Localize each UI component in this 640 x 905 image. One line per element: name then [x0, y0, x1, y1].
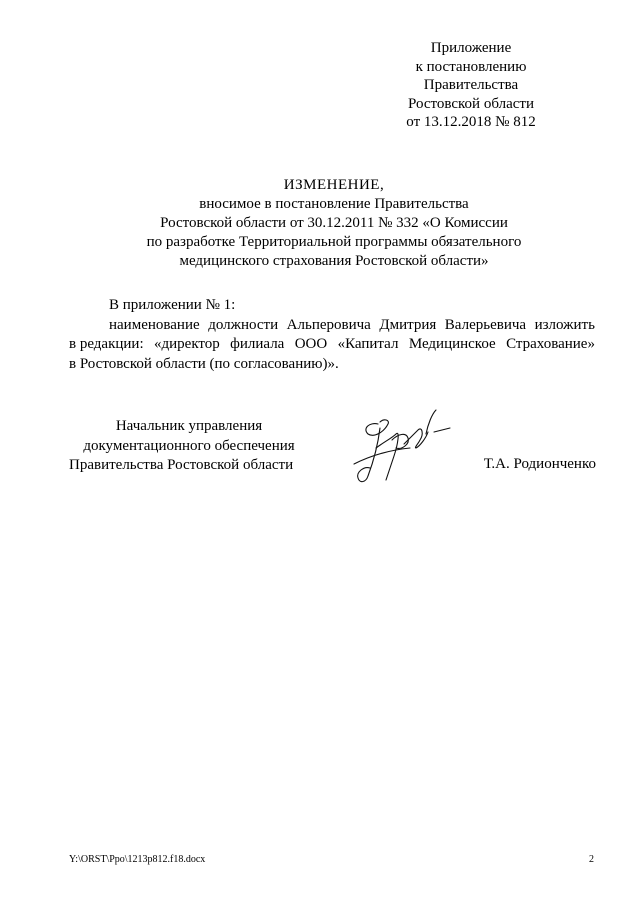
signer-name: Т.А. Родионченко: [483, 456, 596, 472]
body-line-1: [69, 316, 595, 336]
signer-title-line: Начальник управления: [115, 418, 263, 434]
title-line: по разработке Территориальной программы обязательного: [146, 234, 522, 250]
body-word: Медицинское: [408, 336, 496, 352]
body-word: Валерьевича: [444, 316, 527, 333]
title-line: вносимое в постановление Правительства: [199, 196, 469, 212]
body-word: Страхование»: [506, 336, 595, 352]
body-line-3: в Ростовской области (по согласованию)».: [69, 355, 339, 372]
handwritten-signature: [340, 404, 460, 494]
body-word: наименование: [109, 316, 200, 333]
body-intro: В приложении № 1:: [109, 297, 236, 313]
body-line-2: [69, 335, 595, 355]
appendix-line: от 13.12.2018 № 812: [406, 114, 536, 130]
document-body: [69, 296, 595, 374]
appendix-line: Правительства: [423, 77, 519, 93]
body-word: «Капитал: [337, 336, 399, 352]
title-line: медицинского страхования Ростовской области»: [179, 253, 489, 269]
body-word: в редакции:: [69, 336, 144, 352]
body-word: ООО: [294, 336, 328, 352]
body-word: Дмитрия: [379, 316, 437, 333]
page-number: 2: [589, 854, 594, 865]
body-word: филиала: [230, 336, 285, 352]
appendix-header: [371, 39, 571, 132]
title-line: Ростовской области от 30.12.2011 № 332 «О Комиссии: [160, 215, 508, 231]
signer-block: [69, 417, 309, 476]
document-title: [96, 176, 572, 271]
body-word: Альперовича: [286, 316, 371, 333]
body-word: «директор: [154, 336, 220, 352]
footer-file-path: Y:\ORST\Ppo\1213p812.f18.docx: [69, 854, 206, 865]
signer-title-line: Правительства Ростовской области: [69, 457, 294, 473]
appendix-line: Приложение: [430, 40, 512, 56]
document-heading: ИЗМЕНЕНИЕ,: [283, 177, 385, 193]
signer-title-line: документационного обеспечения: [83, 437, 295, 454]
body-word: должности: [208, 316, 279, 333]
appendix-line: к постановлению: [415, 58, 527, 75]
appendix-line: Ростовской области: [408, 95, 534, 112]
body-word: изложить: [534, 316, 595, 333]
